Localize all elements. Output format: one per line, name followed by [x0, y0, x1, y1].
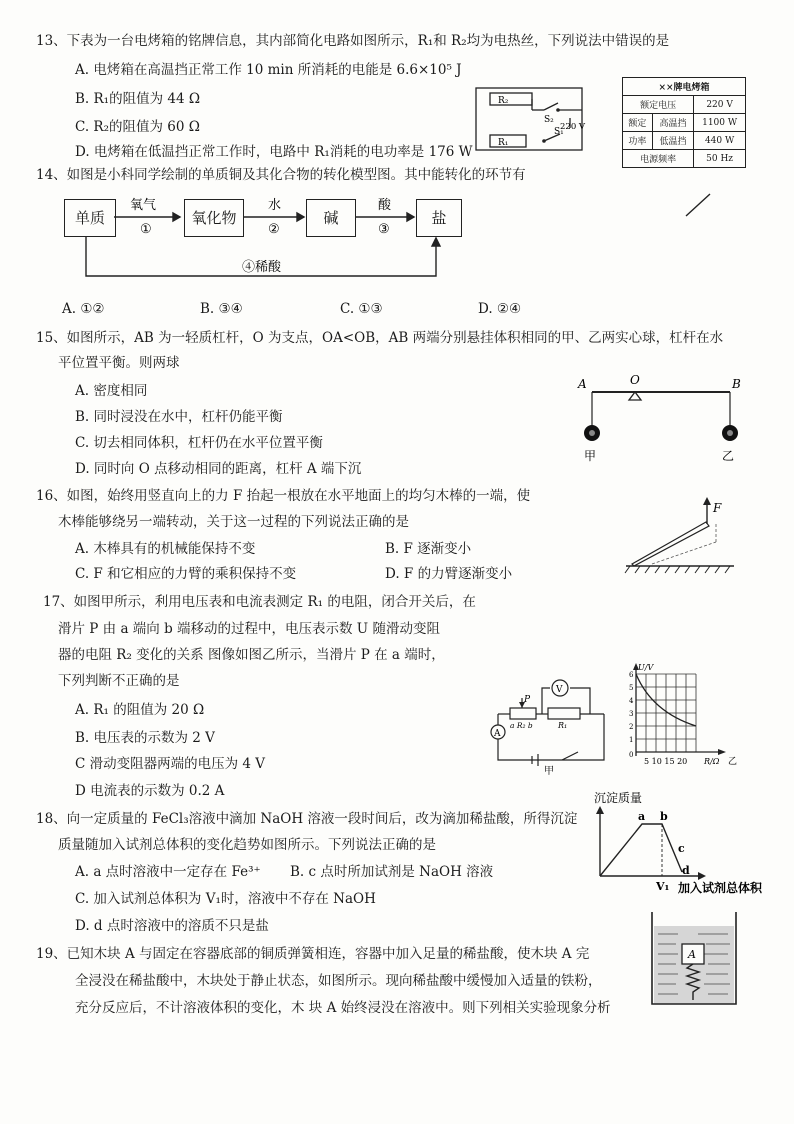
- q16-stem-line2: 木棒能够绕另一端转动，关于这一过程的下列说法正确的是: [58, 514, 409, 530]
- q19-line2: 全浸没在稀盐酸中，木块处于静止状态，如图所示。现向稀盐酸中缓慢加入适量的铁粉，: [75, 973, 602, 989]
- q18-point-a: a: [638, 810, 646, 823]
- rated-voltage-value: 220 V: [694, 96, 746, 114]
- q16-option-a: A. 木棒具有的机械能保持不变: [75, 541, 256, 557]
- q18-option-b: B. c 点时所加试剂是 NaOH 溶液: [290, 864, 494, 880]
- rated-voltage-label: 额定电压: [623, 96, 694, 114]
- q17-ytick-2: 2: [629, 723, 634, 731]
- q17-stem-line2: 滑片 P 由 a 端向 b 端移动的过程中，电压表示数 U 随滑动变阻: [58, 621, 440, 637]
- q13-option-b: B. R₁的阻值为 44 Ω: [75, 91, 201, 107]
- q14-arrow1-num: ①: [140, 222, 152, 237]
- q15-option-c: C. 切去相同体积，杠杆仍在水平位置平衡: [75, 435, 323, 451]
- q16-option-c: C. F 和它相应的力臂的乘积保持不变: [75, 566, 297, 582]
- q13-option-d: D. 电烤箱在低温挡正常工作时，电路中 R₁消耗的电功率是 176 W: [75, 144, 473, 160]
- q13-option-a: A. 电烤箱在高温挡正常工作 10 min 所消耗的电能是 6.6×10⁵ J: [75, 62, 462, 78]
- q18-graph-ylabel: 沉淀质量: [594, 791, 643, 805]
- q17-ytick-4: 4: [629, 697, 634, 705]
- q18-option-d: D. d 点时溶液中的溶质不只是盐: [75, 918, 269, 934]
- q18-point-b: b: [660, 810, 668, 823]
- q17-ytick-3: 3: [629, 710, 634, 718]
- q15-label-o: O: [630, 373, 640, 387]
- low-label: 低温挡: [652, 132, 693, 150]
- q15-stem-line1: 15、如图所示，AB 为一轻质杠杆，O 为支点，OA<OB，AB 两端分别悬挂体积相同的甲、乙两实心球，杠杆在水: [36, 330, 724, 346]
- q17-r1-label: R₁: [558, 721, 568, 730]
- q17-stem-line1: 17、如图甲所示，利用电压表和电流表测定 R₁ 的电阻，闭合开关后，在: [43, 594, 476, 610]
- q17-option-b: B. 电压表的示数为 2 V: [75, 730, 215, 746]
- q14-arrow2-label: 水: [268, 198, 282, 213]
- q18-precipitate-graph: [586, 790, 770, 900]
- q14-option-b: B. ③④: [200, 301, 243, 317]
- q17-voltmeter-label: V: [556, 685, 563, 695]
- q14-option-c: C. ①③: [340, 301, 383, 317]
- q13-voltage-label: 220 V: [560, 122, 586, 132]
- q14-option-a: A. ①②: [62, 301, 105, 317]
- high-label: 高温挡: [652, 114, 693, 132]
- q19-block-label: A: [688, 948, 696, 961]
- q17-graph-ylabel: U/V: [638, 663, 654, 672]
- q16-stem-line1: 16、如图，始终用竖直向上的力 F 抬起一根放在水平地面上的均匀木棒的一端，使: [36, 488, 531, 504]
- q18-graph-v1: V₁: [656, 880, 670, 893]
- q16-option-b: B. F 逐渐变小: [385, 541, 472, 557]
- q17-ammeter-label: A: [494, 729, 501, 739]
- q14-stem: 14、如图是小科同学绘制的单质铜及其化合物的转化模型图。其中能转化的环节有: [36, 167, 526, 183]
- q14-box-oxide: 氧化物: [184, 199, 244, 237]
- q17-stem-line3: 器的电阻 R₂ 变化的关系 图像如图乙所示，当滑片 P 在 a 端时，: [58, 647, 445, 663]
- q18-point-c: c: [678, 842, 685, 855]
- q13-stem: 13、下表为一台电烤箱的铭牌信息，其内部简化电路如图所示，R₁和 R₂均为电热丝，下列说法中错误的是: [36, 33, 670, 49]
- q13-r1-label: R₁: [498, 138, 509, 148]
- q15-option-b: B. 同时浸没在水中，杠杆仍能平衡: [75, 409, 283, 425]
- q17-graph-xticks: 5 10 15 20: [644, 757, 688, 766]
- q13-s1-label: S₁: [554, 127, 564, 137]
- q18-graph-xlabel: 加入试剂总体积: [678, 881, 763, 895]
- q17-fig-label-jia: 甲: [544, 766, 554, 776]
- q17-ytick-5: 5: [629, 684, 634, 692]
- q18-option-c: C. 加入试剂总体积为 V₁时，溶液中不存在 NaOH: [75, 891, 376, 907]
- q14-arrow1-label: 氧气: [130, 198, 157, 213]
- q14-option-d: D. ②④: [478, 301, 522, 317]
- q18-option-a: A. a 点时溶液中一定存在 Fe³⁺: [75, 864, 261, 880]
- q15-lever-diagram: [572, 372, 752, 464]
- q14-arrow3-label: 酸: [378, 198, 392, 213]
- q19-container-diagram: [648, 908, 740, 1008]
- power-label: 功率: [623, 132, 653, 150]
- q15-stem-line2: 平位置平衡。则两球: [58, 355, 180, 371]
- q15-label-a: A: [578, 377, 587, 391]
- q19-line3: 充分反应后，不计溶液体积的变化，木 块 A 始终浸没在溶液中。则下列相关实验现象分析: [75, 1000, 611, 1016]
- q17-circuit-diagram: [486, 670, 616, 776]
- q13-r2-label: R₂: [498, 96, 509, 106]
- q14-box-element: 单质: [64, 199, 116, 237]
- rated-label: 额定: [623, 114, 653, 132]
- q17-option-a: A. R₁ 的阻值为 20 Ω: [75, 702, 205, 718]
- q19-line1: 19、已知木块 A 与固定在容器底部的铜质弹簧相连，容器中加入足量的稀盐酸，使木块 A 完: [36, 946, 590, 962]
- q17-graph-xunit: R/Ω: [704, 757, 720, 766]
- q15-label-yi: 乙: [722, 449, 735, 463]
- freq-label: 电源频率: [623, 150, 694, 168]
- q17-option-c: C 滑动变阻器两端的电压为 4 V: [75, 756, 266, 772]
- q16-stick-diagram: [622, 494, 742, 578]
- q18-stem-line2: 质量随加入试剂总体积的变化趋势如图所示。下列说法正确的是: [58, 837, 436, 853]
- q17-ytick-6: 6: [629, 671, 634, 679]
- q13-nameplate-table: [622, 77, 746, 168]
- freq-value: 50 Hz: [694, 150, 746, 168]
- q17-fig-label-yi: 乙: [728, 757, 738, 767]
- low-value: 440 W: [694, 132, 746, 150]
- q17-u-r-graph: [622, 660, 742, 776]
- q15-label-jia: 甲: [584, 449, 597, 463]
- q13-circuit-diagram: [468, 84, 594, 156]
- high-value: 1100 W: [694, 114, 746, 132]
- q18-point-d: d: [682, 864, 690, 877]
- q17-ytick-0: 0: [629, 751, 634, 759]
- q17-slider-label: P: [524, 695, 531, 705]
- q14-box-salt: 盐: [416, 199, 462, 237]
- q17-ytick-1: 1: [629, 736, 634, 744]
- q16-label-f: F: [713, 501, 722, 515]
- q14-arrow3-num: ③: [378, 222, 390, 237]
- q16-option-d: D. F 的力臂逐渐变小: [385, 566, 513, 582]
- q14-arrow2-num: ②: [268, 222, 280, 237]
- q14-transform-diagram: [56, 192, 476, 292]
- q17-option-d: D 电流表的示数为 0.2 A: [75, 783, 225, 799]
- q15-option-a: A. 密度相同: [75, 383, 148, 399]
- nameplate-title: ××牌电烤箱: [623, 78, 746, 96]
- q17-r2-label: a R₂ b: [510, 721, 533, 730]
- q15-option-d: D. 同时向 O 点移动相同的距离，杠杆 A 端下沉: [75, 461, 362, 477]
- q13-option-c: C. R₂的阻值为 60 Ω: [75, 119, 200, 135]
- pen-mark: [684, 192, 712, 218]
- q13-s2-label: S₂: [544, 115, 554, 125]
- q15-label-b: B: [732, 377, 741, 391]
- q17-stem-line4: 下列判断不正确的是: [58, 673, 180, 689]
- q14-box-base: 碱: [306, 199, 356, 237]
- q14-bottom-arrow-label: ④稀酸: [242, 260, 282, 275]
- q18-stem-line1: 18、向一定质量的 FeCl₃溶液中滴加 NaOH 溶液一段时间后，改为滴加稀盐酸，所得沉淀: [36, 811, 578, 827]
